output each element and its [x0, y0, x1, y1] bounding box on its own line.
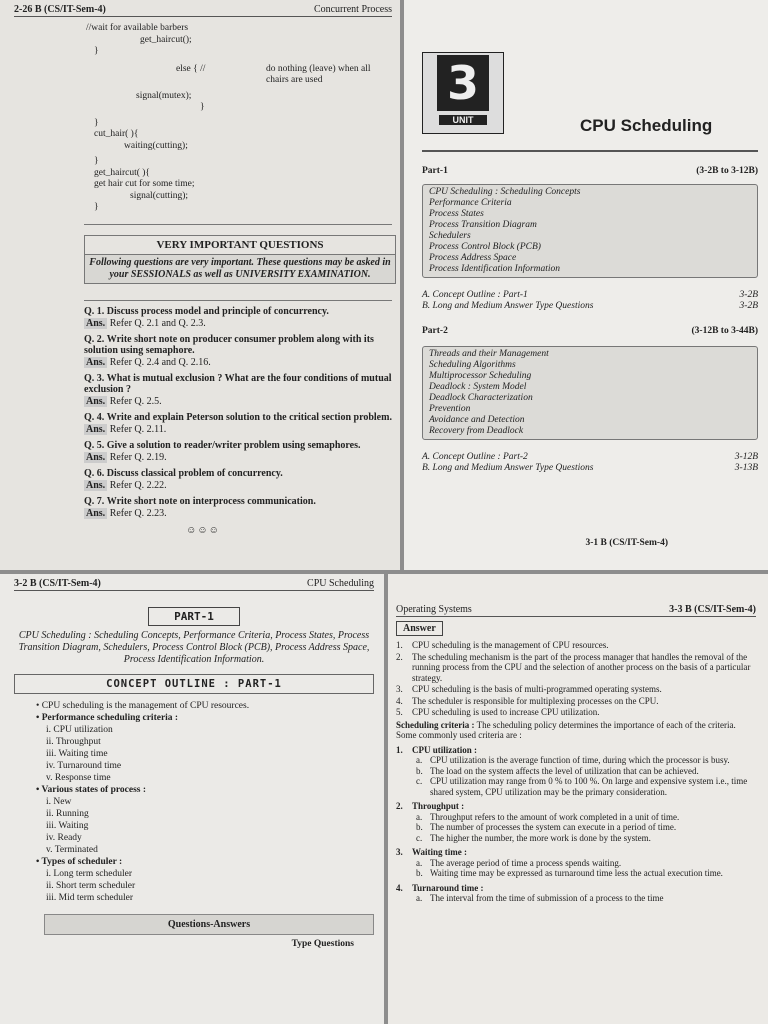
part2-heading: Part-2 (3-12B to 3-44B) [422, 326, 758, 336]
topic-item: CPU Scheduling : Scheduling Concepts [429, 187, 581, 197]
code-line: get_haircut(); [140, 34, 192, 45]
code-line: get hair cut for some time; [94, 179, 195, 189]
list-item: a. The interval from the time of submission of a process to the time [416, 893, 664, 903]
question-item: Q. 7. Write short note on interprocess communication. Ans. Refer Q. 2.23. [84, 495, 316, 519]
section-heading: 3. Waiting time : [396, 847, 467, 857]
list-item: 1. CPU scheduling is the management of CPU resources. [396, 640, 609, 650]
topic-item: Process Transition Diagram [429, 220, 537, 230]
section-subtitle: Type Questions [291, 939, 354, 949]
question-item: Q. 2. Write short note on producer consumer problem along with its solution using semaphore. Ans. Refer Q. 2.4 and Q. 2.16. [84, 333, 374, 368]
code-line: get_haircut( ){ [94, 167, 150, 178]
code-line: signal(cutting); [130, 190, 189, 201]
list-item: iv. Ready [46, 833, 82, 843]
page-part1-outline [0, 574, 384, 1024]
question-item: Q. 1. Discuss process model and principle of concurrency. Ans. Refer Q. 2.1 and Q. 2.3. [84, 305, 329, 329]
page-concurrent-process [0, 0, 400, 570]
page-number: 3-3 B (CS/IT-Sem-4) [669, 604, 756, 615]
toc-entry[interactable]: A. Concept Outline : Part-1 3-2B [422, 290, 758, 300]
list-item: 4. The scheduler is responsible for multiplexing processes on the CPU. [396, 695, 659, 706]
topic-item: Process States [429, 209, 484, 219]
criteria-intro: Scheduling criteria : The scheduling policy determines the importance of each of the criteria. Some commonly used criteria are : [396, 719, 736, 740]
code-line: else { // [176, 63, 206, 74]
bullet-item: • Performance scheduling criteria : [36, 713, 179, 723]
page-header [14, 578, 374, 591]
code-line: } [94, 46, 99, 56]
topic-item: Process Identification Information [429, 264, 561, 274]
topic-item: Multiprocessor Scheduling [429, 371, 532, 381]
part1-heading: Part-1 (3-2B to 3-12B) [422, 166, 758, 176]
list-item: a. Throughput refers to the amount of work completed in a unit of time. [416, 811, 680, 822]
list-item: v. Terminated [46, 845, 98, 855]
running-title: CPU Scheduling [307, 578, 374, 589]
code-comment: do nothing (leave) when all chairs are used [266, 63, 371, 85]
topic-item: Process Address Space [429, 253, 517, 263]
list-item: ii. Throughput [46, 737, 101, 747]
concept-outline-title: CONCEPT OUTLINE : PART-1 [14, 674, 374, 694]
list-item: iii. Waiting time [46, 749, 108, 759]
answer-label: Answer [396, 621, 443, 636]
answer-body [396, 640, 756, 904]
page-footer: 3-1 B (CS/IT-Sem-4) [585, 538, 668, 548]
page-answer [388, 574, 768, 1024]
list-item: i. Long term scheduler [46, 869, 133, 879]
topic-item: Process Control Block (PCB) [429, 242, 541, 252]
part2-topics [422, 346, 758, 440]
vi-title: VERY IMPORTANT QUESTIONS [85, 236, 395, 255]
vi-note: Following questions are very important. These questions may be asked in your SESSIONALS as well as UNIVERSITY EXAMINATION. [85, 255, 395, 283]
topic-item: Deadlock : System Model [429, 382, 527, 392]
list-item: a. CPU utilization is the average function of time, during which the processor is busy. [416, 755, 730, 765]
page-header [14, 4, 392, 17]
page-unit-cover [404, 0, 768, 570]
code-line: } [94, 202, 99, 212]
page-number: 2-26 B (CS/IT-Sem-4) [14, 4, 106, 15]
list-item: i. CPU utilization [46, 725, 113, 735]
code-line: } [200, 102, 205, 112]
list-item: b. The number of processes the system can execute in a period of time. [416, 822, 677, 832]
list-item: 2. The scheduling mechanism is the part of the process manager that handles the removal of the running process from the CPU and the selection of another process on the basis of a particular strategy. [396, 651, 751, 683]
topic-item: Recovery from Deadlock [429, 426, 524, 436]
section-heading: 1. CPU utilization : [396, 744, 477, 755]
unit-label: UNIT [439, 115, 487, 125]
page-header [396, 604, 756, 617]
list-item: a. The average period of time a process spends waiting. [416, 857, 622, 868]
topic-item: Schedulers [429, 231, 471, 241]
code-line: } [94, 117, 99, 128]
very-important-questions-box [84, 235, 396, 284]
questions-answers-title: Questions-Answers [44, 914, 374, 935]
list-item: c. CPU utilization may range from 0 % to 100 %. On large and expensive system i.e., time shared system, CPU utilization may be the primary consideration. [416, 776, 748, 797]
topic-item: Scheduling Algorithms [429, 360, 516, 370]
unit-badge [422, 52, 504, 134]
part-label: PART-1 [148, 607, 240, 626]
toc-entry[interactable]: B. Long and Medium Answer Type Questions 3-13B [422, 463, 758, 473]
list-item: iii. Mid term scheduler [46, 893, 134, 903]
section-heading: 4. Turnaround time : [396, 882, 484, 893]
list-item: iii. Waiting [46, 821, 89, 831]
code-line: cut_hair( ){ [94, 129, 139, 139]
question-item: Q. 5. Give a solution to reader/writer problem using semaphores. Ans. Refer Q. 2.19. [84, 439, 361, 463]
list-item: b. Waiting time may be expressed as turnaround time less the actual execution time. [416, 868, 723, 878]
list-item: v. Response time [46, 773, 111, 783]
question-item: Q. 4. Write and explain Peterson solution to the critical section problem. Ans. Refer Q. 2.11. [84, 411, 392, 435]
question-item: Q. 3. What is mutual exclusion ? What are the four conditions of mutual exclusion ? Ans. Refer Q. 2.5. [84, 372, 392, 407]
code-line: //wait for available barbers [86, 23, 189, 33]
list-item: b. The load on the system affects the level of utilization that can be achieved. [416, 765, 699, 776]
topic-item: Avoidance and Detection [429, 415, 525, 425]
list-item: iv. Turnaround time [46, 761, 122, 771]
topic-item: Threads and their Management [429, 349, 549, 359]
code-line: signal(mutex); [136, 90, 192, 101]
footer-ornament: ☺☺☺ [186, 524, 220, 536]
unit-number: 3 [437, 55, 489, 111]
code-listing [14, 23, 392, 214]
bullet-item: • Various states of process : [36, 785, 147, 795]
part1-topics [422, 184, 758, 278]
topic-item: Prevention [429, 404, 471, 414]
list-item: 5. CPU scheduling is used to increase CPU utilization. [396, 707, 600, 717]
running-title: Operating Systems [396, 604, 472, 615]
topic-item: Deadlock Characterization [429, 393, 533, 403]
section-heading: 2. Throughput : [396, 801, 465, 811]
bullet-item: • CPU scheduling is the management of CPU resources. [36, 701, 250, 711]
concept-outline-list [36, 700, 374, 904]
chapter-title: CPU Scheduling [580, 116, 713, 135]
list-item: ii. Short term scheduler [46, 881, 136, 891]
bullet-item: • Types of scheduler : [36, 857, 123, 867]
part-subtitle: CPU Scheduling : Scheduling Concepts, Performance Criteria, Process States, Process Transition Diagram, Schedulers, Process Control Block (PCB), Process Address Space, Process Identification Information. [18, 630, 370, 665]
code-line: waiting(cutting); [124, 140, 188, 151]
topic-item: Performance Criteria [429, 198, 512, 208]
question-item: Q. 6. Discuss classical problem of concurrency. Ans. Refer Q. 2.22. [84, 467, 283, 491]
list-item: ii. Running [46, 809, 89, 819]
page-number: 3-2 B (CS/IT-Sem-4) [14, 578, 101, 589]
code-line: } [94, 156, 99, 166]
toc-entry[interactable]: A. Concept Outline : Part-2 3-12B [422, 452, 758, 462]
list-item: i. New [46, 797, 72, 807]
list-item: 3. CPU scheduling is the basis of multi-programmed operating systems. [396, 684, 662, 694]
toc-entry[interactable]: B. Long and Medium Answer Type Questions 3-2B [422, 301, 758, 311]
running-title: Concurrent Process [313, 4, 392, 15]
list-item: c. The higher the number, the more work is done by the system. [416, 832, 651, 843]
